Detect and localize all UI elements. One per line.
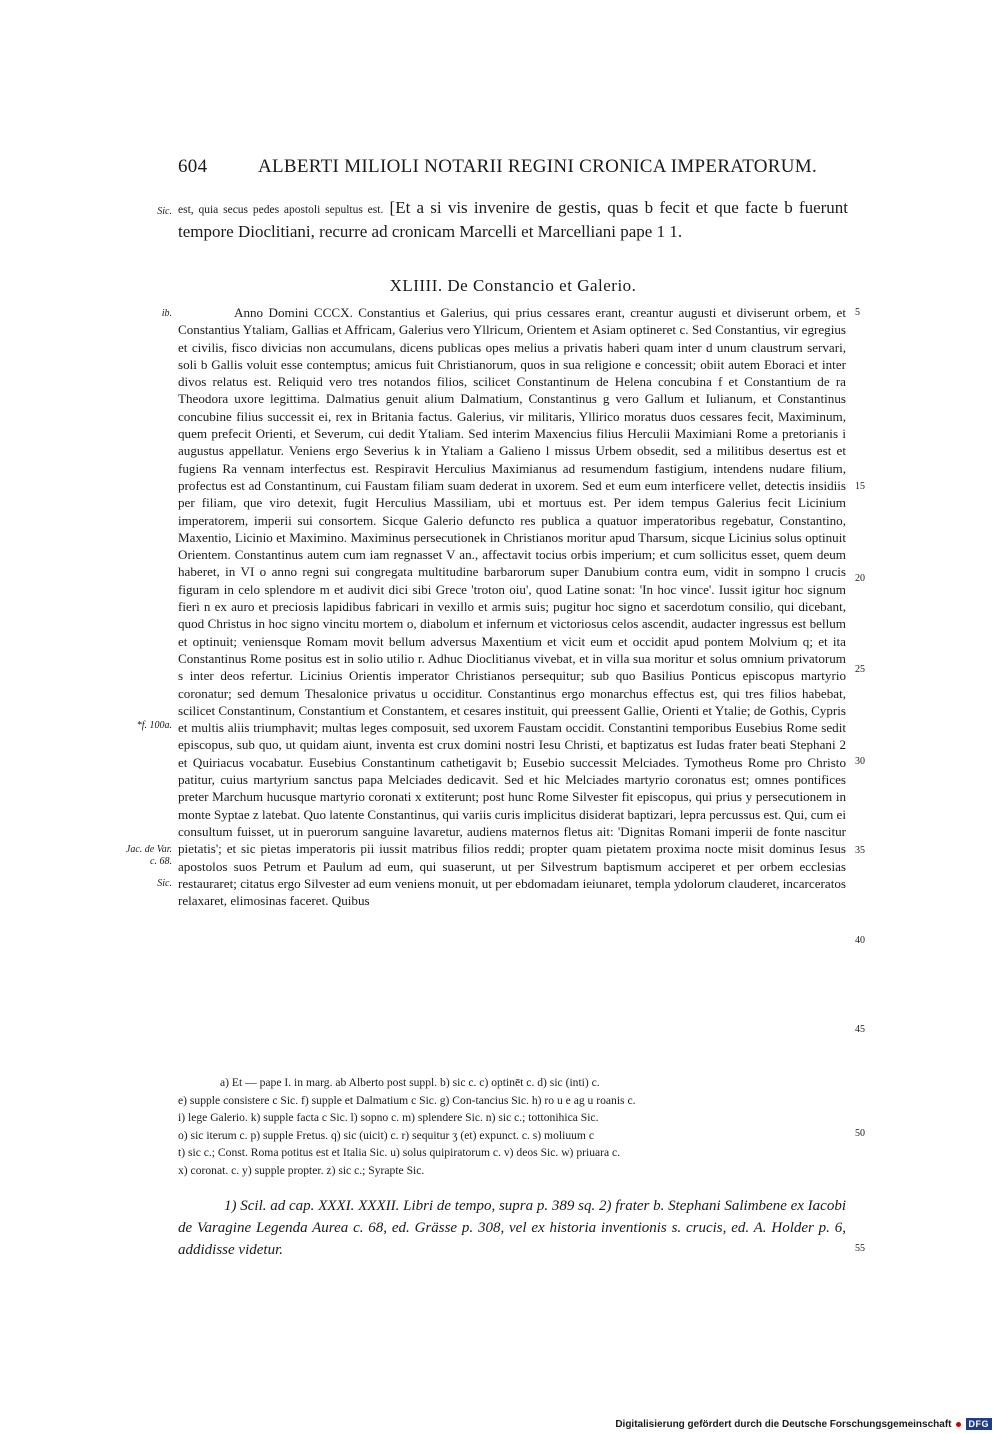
line-number-20: 20 bbox=[855, 573, 865, 584]
apparatus-line: i) lege Galerio. k) supple facta c Sic. l) sopno c. m) splendere Sic. n) sic c.; tottonihica Sic. bbox=[178, 1111, 599, 1124]
lead-large-text: [Et a si vis invenire de gestis, quas b fecit et que facte b fuerunt tempore Dioclitiani, recurre ad cronicam Marcelli et Marcelliani pape 1 1. bbox=[178, 198, 848, 241]
separator-dot-icon bbox=[956, 1422, 961, 1427]
critical-apparatus bbox=[178, 1074, 846, 1179]
apparatus-line: o) sic iterum c. p) supple Fretus. q) sic (uicit) c. r) sequitur ʒ (et) expunct. c. s) moliuum c bbox=[178, 1128, 594, 1142]
chapter-heading: XLIIII. De Constancio et Galerio. bbox=[389, 276, 637, 295]
digitization-credit bbox=[615, 1418, 992, 1430]
running-header bbox=[178, 156, 878, 178]
credit-text: Digitalisierung gefördert durch die Deutsche Forschungsgemeinschaft bbox=[615, 1418, 952, 1430]
line-number-5: 5 bbox=[855, 307, 860, 318]
page-number: 604 bbox=[178, 156, 208, 177]
margin-note-sic-top: Sic. bbox=[157, 206, 172, 217]
apparatus-line: a) Et — pape I. in marg. ab Alberto post suppl. b) sic c. c) optinēt c. d) sic (inti) c. bbox=[220, 1076, 600, 1089]
line-number-30: 30 bbox=[855, 756, 865, 767]
margin-note-ib: ib. bbox=[161, 308, 172, 319]
apparatus-line: e) supple consistere c Sic. f) supple et Dalmatium c Sic. g) Con-tancius Sic. h) ro u e ag u roanis c. bbox=[178, 1093, 636, 1107]
dfg-logo: DFG bbox=[966, 1418, 993, 1430]
running-title: ALBERTI MILIOLI NOTARII REGINI CRONICA IMPERATORUM. bbox=[258, 156, 818, 177]
apparatus-line: x) coronat. c. y) supple propter. z) sic c.; Syrapte Sic. bbox=[178, 1163, 425, 1177]
line-number-55: 55 bbox=[855, 1243, 865, 1254]
margin-note-folio: *f. 100a. bbox=[136, 720, 172, 731]
footnotes: 1) Scil. ad cap. XXXI. XXXII. Libri de tempo, supra p. 389 sq. 2) frater b. Stephani Salimbene ex Iacobi de Varagine Legenda Aurea c. 68, ed. Grässe p. 308, vel ex historia inventionis s. crucis, ed. A. Holder p. 6, addidisse videtur. bbox=[178, 1198, 846, 1258]
margin-note-jacobus: Jac. de Var. c. 68. bbox=[125, 844, 172, 867]
line-number-45: 45 bbox=[855, 1024, 865, 1035]
line-number-50: 50 bbox=[855, 1128, 865, 1139]
line-number-15: 15 bbox=[855, 481, 865, 492]
line-number-35: 35 bbox=[855, 845, 865, 856]
line-number-40: 40 bbox=[855, 935, 865, 946]
lead-paragraph bbox=[178, 197, 848, 243]
lead-small-text: est, quia secus pedes apostoli sepultus est. bbox=[178, 204, 384, 216]
line-number-25: 25 bbox=[855, 664, 865, 675]
margin-note-sic: Sic. bbox=[157, 878, 172, 889]
chapter-body-text: Anno Domini CCCX. Constantius et Galerius, qui prius cessares erant, creantur augusti et diviserunt orbem, et Constantius Ytaliam, Gallias et Affricam, Galerius vero Yllricum, Orientem et Asiam optineret c. Sed Constantius, vir egregius et civilis, fisco divicias non accumulans, dicens publicas opes melius a privatis haberi quam inter d unum claustrum servari, soli b Gallis voluit esse contemptus; amicus fuit Christianorum, quos in sua religione e concessit; obiit autem Eboraci et inter divos relatus est. Reliquid vero tres notandos filios, scilicet Constantinum de Helena concubina f et Constantium de ra Theodora uxore legittima. Dalmatius genuit alium Dalmatium, Constantinus g vero Gallum et Iulianum, et Constantinus concubine filius successit ei, rex in Britania factus. Galerius, vir militaris, Yllirico moratus duos cessares fecit, Maximinum, quem prefecit Orienti, et Severum, cui dedit Ytaliam. Sed interim Maxencius filius Herculii Maximiani Rome a pretorianis i augustus appellatur. Veniens ergo Severius k in Ytaliam a Galieno l missus Urbem obsedit, sed a militibus desertus est et fugiens Ra vennam interfectus est. Respiravit Herculius Maximianus ad resumendum fastigium, intendens nudare filium, profectus est ad Constantinum, cui Faustam filiam suam dederat in uxorem. Sed et eum eum interficere vellet, detectis insidiis per filiam, que viro detexit, fugit Herculius Massiliam, ubi et mortuus est. Per idem tempus Galerius fecit Licinium imperatorem, imperii sui consortem. Sicque Galerio defuncto res publica a quatuor imperatoribus regebatur, Constantino, Maxentio, Licinio et Maximino. Maximinus persecutionek in Christianos moritur apud Tharsum, sicque Licinius solus optinuit Orientem. Constantinus autem cum iam regnasset V an., affectavit tocius orbis imperium; et cum sollicitus esset, quem deum haberet, in VI o anno regni sui congregata multitudine barbarorum super Danubium contra eum, vidit in sompno l crucis figuram in celo splendore m et audivit dici sibi Grece 'troton oiu', quod Latine sonat: 'In hoc vince'. Iussit igitur hoc signum fieri n ex auro et preciosis lapidibus fabricari in vexillo et armis suis; pugitur hoc signo et sacerdotum consilio, qui dicebant, quod Christus in hoc signo vincitu mortem o, diabolum et infernum et victoriosus celos ascendit, audacter ingressus est bellum et optinuit; veniensque Romam movit bellum adversus Maxentium et vicit eum et occidit apud pontem Molvium q; et ita Constantinus Rome positus est in solio utilio r. Adhuc Dioclitianus vivebat, et in villa sua moritur et solus omnium privatorum s inter deos refertur. Licinius Orientis imperator Christianos persequitur; sub quo Basilius Ponticus episcopus martyrio coronatur; sed demum Thesalonice privatus u occiditur. Constantinus ergo monarchus effectus est, qui tres filios habebat, scilicet Constantinum, Constantium et Constantem, et cesares instituit, qui preessent Gallie, Orienti et Ytalie; de Gothis, Cypris et multis aliis triumphavit; multas leges composuit, sed uxorem Faustam occidit. Constantini temporibus Eusebius Rome sedit episcopus, sub quo, ut quidam aiunt, inventa est crux domini nostri Iesu Christi, et baptizatus est Iudas frater beati Stephani 2 et Quiriacus vocabatur. Eusebius Constantinum cathetigavit b; Eusebio successit Melciades. Tymotheus Rome pro Christo patitur, cuius martyrium sanctus papa Melciades dedicavit. Sed et hic Melciades martyrio coronatus est; omnes pontifices preter Marchum hucusque martyrio coronati x extiterunt; post hunc Rome Silvester fit episcopus, qui prius y persecutionem in monte Syptae z latebat. Quo latente Constantinus, qui variis curis implicitus disiderat baptizari, lepra percussus est. Qui, cum ei consultum fuisset, ut in puerorum sanguine lavaretur, audiens maternos fletus ait: 'Dignitas Romani imperii de fonte nascitur pietatis'; et sic pietas imperatoris pii iussit matribus filios reddi; propter quam pietatem proxima nocte misit dominus Iesus apostolos suos Petrum et Paulum ad eum, qui suaserunt, ut per Silvestrum baptismum acciperet et per orbem ecclesias restauraret; citatus ergo Silvester ad eum veniens monuit, ut per ebdomadam ieiunaret, templa ydolorum clauderet, incarceratos relaxaret, elimosinas faceret. Quibus bbox=[178, 305, 846, 909]
apparatus-line: t) sic c.; Const. Roma potitus est et Italia Sic. u) solus quipiratorum c. v) deos Sic. w) priuara c. bbox=[178, 1146, 621, 1159]
